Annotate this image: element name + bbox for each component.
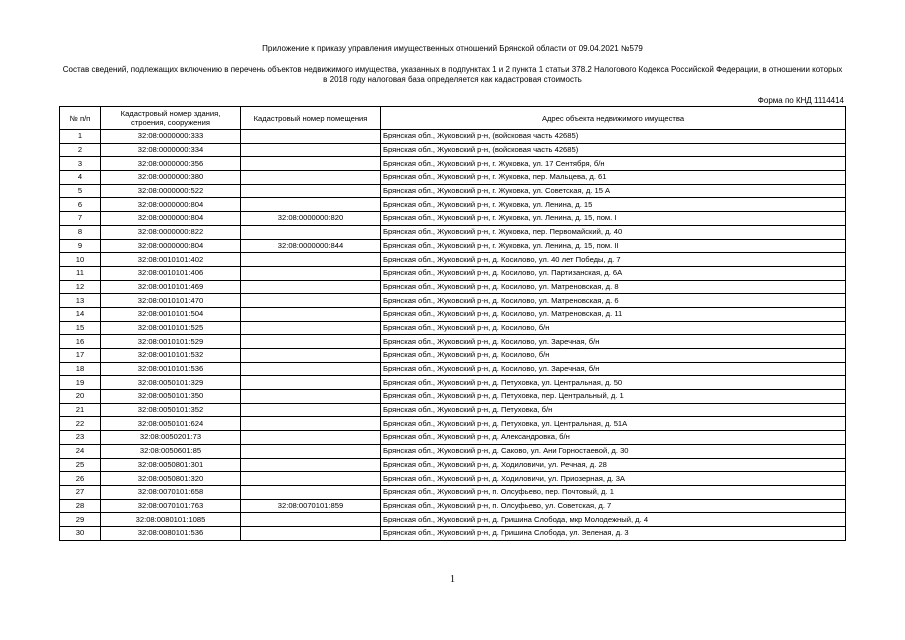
room-cadastral-cell bbox=[241, 321, 381, 335]
room-cadastral-cell bbox=[241, 513, 381, 527]
room-cadastral-cell bbox=[241, 472, 381, 486]
table-row bbox=[60, 417, 846, 431]
row-number-cell: 13 bbox=[60, 294, 101, 308]
table-row bbox=[60, 198, 846, 212]
address-cell: Брянская обл., Жуковский р-н, г. Жуковка, ул. Ленина, д. 15 bbox=[381, 198, 846, 212]
address-cell: Брянская обл., Жуковский р-н, г. Жуковка, ул. Ленина, д. 15, пом. I bbox=[381, 212, 846, 226]
building-cadastral-cell: 32:08:0000000:334 bbox=[101, 143, 241, 157]
address-cell: Брянская обл., Жуковский р-н, (войсковая часть 42685) bbox=[381, 130, 846, 144]
table-row bbox=[60, 212, 846, 226]
address-cell: Брянская обл., Жуковский р-н, г. Жуковка, пер. Мальцева, д. 61 bbox=[381, 171, 846, 185]
document-description: Состав сведений, подлежащих включению в перечень объектов недвижимого имущества, указанных в подпунктах 1 и 2 пункта 1 статьи 378.2 Налогового Кодекса Российской Федерации, в отношении которых в 2018 году налоговая база определяется как кадастровая стоимость bbox=[62, 65, 843, 84]
building-cadastral-cell: 32:08:0000000:380 bbox=[101, 171, 241, 185]
address-cell: Брянская обл., Жуковский р-н, п. Олсуфьево, пер. Почтовый, д. 1 bbox=[381, 485, 846, 499]
table-row bbox=[60, 485, 846, 499]
address-cell: Брянская обл., Жуковский р-н, д. Косилово, ул. Партизанская, д. 6А bbox=[381, 266, 846, 280]
table-row bbox=[60, 472, 846, 486]
address-cell: Брянская обл., Жуковский р-н, г. Жуковка, ул. Советская, д. 15 А bbox=[381, 184, 846, 198]
header-room-cadastral: Кадастровый номер помещения bbox=[241, 107, 381, 130]
building-cadastral-cell: 32:08:0050101:350 bbox=[101, 390, 241, 404]
row-number-cell: 12 bbox=[60, 280, 101, 294]
room-cadastral-cell bbox=[241, 526, 381, 540]
row-number-cell: 14 bbox=[60, 307, 101, 321]
row-number-cell: 5 bbox=[60, 184, 101, 198]
table-row bbox=[60, 321, 846, 335]
table-row bbox=[60, 225, 846, 239]
building-cadastral-cell: 32:08:0000000:822 bbox=[101, 225, 241, 239]
table-row bbox=[60, 431, 846, 445]
table-row bbox=[60, 253, 846, 267]
building-cadastral-cell: 32:08:0070101:658 bbox=[101, 485, 241, 499]
table-row bbox=[60, 403, 846, 417]
table-header-row bbox=[60, 107, 846, 130]
address-cell: Брянская обл., Жуковский р-н, д. Косилово, ул. 40 лет Победы, д. 7 bbox=[381, 253, 846, 267]
row-number-cell: 7 bbox=[60, 212, 101, 226]
row-number-cell: 22 bbox=[60, 417, 101, 431]
row-number-cell: 26 bbox=[60, 472, 101, 486]
building-cadastral-cell: 32:08:0050101:329 bbox=[101, 376, 241, 390]
page-number: 1 bbox=[450, 574, 455, 585]
building-cadastral-cell: 32:08:0050601:85 bbox=[101, 444, 241, 458]
table-row bbox=[60, 157, 846, 171]
row-number-cell: 23 bbox=[60, 431, 101, 445]
room-cadastral-cell bbox=[241, 266, 381, 280]
row-number-cell: 18 bbox=[60, 362, 101, 376]
table-row bbox=[60, 239, 846, 253]
building-cadastral-cell: 32:08:0050101:352 bbox=[101, 403, 241, 417]
table-row bbox=[60, 390, 846, 404]
header-num: № п/п bbox=[60, 107, 101, 130]
form-code-label: Форма по КНД 1114414 bbox=[757, 96, 844, 105]
property-table bbox=[59, 106, 846, 541]
row-number-cell: 4 bbox=[60, 171, 101, 185]
room-cadastral-cell bbox=[241, 171, 381, 185]
address-cell: Брянская обл., Жуковский р-н, д. Гришина Слобода, ул. Зеленая, д. 3 bbox=[381, 526, 846, 540]
row-number-cell: 17 bbox=[60, 349, 101, 363]
table-row bbox=[60, 294, 846, 308]
table-row bbox=[60, 171, 846, 185]
room-cadastral-cell bbox=[241, 130, 381, 144]
row-number-cell: 6 bbox=[60, 198, 101, 212]
address-cell: Брянская обл., Жуковский р-н, д. Александровка, б/н bbox=[381, 431, 846, 445]
table-row bbox=[60, 335, 846, 349]
building-cadastral-cell: 32:08:0000000:804 bbox=[101, 212, 241, 226]
row-number-cell: 25 bbox=[60, 458, 101, 472]
room-cadastral-cell bbox=[241, 349, 381, 363]
row-number-cell: 15 bbox=[60, 321, 101, 335]
building-cadastral-cell: 32:08:0010101:525 bbox=[101, 321, 241, 335]
room-cadastral-cell bbox=[241, 444, 381, 458]
room-cadastral-cell bbox=[241, 458, 381, 472]
table-row bbox=[60, 458, 846, 472]
address-cell: Брянская обл., Жуковский р-н, д. Петуховка, б/н bbox=[381, 403, 846, 417]
address-cell: Брянская обл., Жуковский р-н, д. Петуховка, пер. Центральный, д. 1 bbox=[381, 390, 846, 404]
row-number-cell: 1 bbox=[60, 130, 101, 144]
building-cadastral-cell: 32:08:0010101:402 bbox=[101, 253, 241, 267]
table-body bbox=[60, 130, 846, 541]
room-cadastral-cell bbox=[241, 157, 381, 171]
row-number-cell: 9 bbox=[60, 239, 101, 253]
table-row bbox=[60, 349, 846, 363]
room-cadastral-cell bbox=[241, 485, 381, 499]
address-cell: Брянская обл., Жуковский р-н, (войсковая часть 42685) bbox=[381, 143, 846, 157]
table-row bbox=[60, 184, 846, 198]
building-cadastral-cell: 32:08:0010101:470 bbox=[101, 294, 241, 308]
table-row bbox=[60, 526, 846, 540]
room-cadastral-cell: 32:08:0000000:820 bbox=[241, 212, 381, 226]
table-row bbox=[60, 280, 846, 294]
row-number-cell: 29 bbox=[60, 513, 101, 527]
building-cadastral-cell: 32:08:0000000:333 bbox=[101, 130, 241, 144]
building-cadastral-cell: 32:08:0050101:624 bbox=[101, 417, 241, 431]
room-cadastral-cell bbox=[241, 335, 381, 349]
room-cadastral-cell bbox=[241, 294, 381, 308]
table-row bbox=[60, 444, 846, 458]
address-cell: Брянская обл., Жуковский р-н, д. Косилово, ул. Матреновская, д. 6 bbox=[381, 294, 846, 308]
room-cadastral-cell: 32:08:0000000:844 bbox=[241, 239, 381, 253]
room-cadastral-cell bbox=[241, 417, 381, 431]
row-number-cell: 10 bbox=[60, 253, 101, 267]
row-number-cell: 27 bbox=[60, 485, 101, 499]
building-cadastral-cell: 32:08:0010101:469 bbox=[101, 280, 241, 294]
building-cadastral-cell: 32:08:0000000:804 bbox=[101, 198, 241, 212]
building-cadastral-cell: 32:08:0000000:804 bbox=[101, 239, 241, 253]
row-number-cell: 20 bbox=[60, 390, 101, 404]
row-number-cell: 8 bbox=[60, 225, 101, 239]
address-cell: Брянская обл., Жуковский р-н, д. Косилово, ул. Заречная, б/н bbox=[381, 335, 846, 349]
address-cell: Брянская обл., Жуковский р-н, д. Петуховка, ул. Центральная, д. 51А bbox=[381, 417, 846, 431]
building-cadastral-cell: 32:08:0000000:356 bbox=[101, 157, 241, 171]
room-cadastral-cell bbox=[241, 431, 381, 445]
address-cell: Брянская обл., Жуковский р-н, д. Ходиловичи, ул. Речная, д. 28 bbox=[381, 458, 846, 472]
address-cell: Брянская обл., Жуковский р-н, д. Косилово, ул. Матреновская, д. 11 bbox=[381, 307, 846, 321]
building-cadastral-cell: 32:08:0010101:536 bbox=[101, 362, 241, 376]
building-cadastral-cell: 32:08:0050201:73 bbox=[101, 431, 241, 445]
address-cell: Брянская обл., Жуковский р-н, г. Жуковка, ул. 17 Сентября, б/н bbox=[381, 157, 846, 171]
building-cadastral-cell: 32:08:0050801:320 bbox=[101, 472, 241, 486]
room-cadastral-cell bbox=[241, 280, 381, 294]
row-number-cell: 30 bbox=[60, 526, 101, 540]
building-cadastral-cell: 32:08:0070101:763 bbox=[101, 499, 241, 513]
room-cadastral-cell: 32:08:0070101:859 bbox=[241, 499, 381, 513]
table-row bbox=[60, 130, 846, 144]
table-row bbox=[60, 513, 846, 527]
building-cadastral-cell: 32:08:0080101:1085 bbox=[101, 513, 241, 527]
address-cell: Брянская обл., Жуковский р-н, д. Косилово, ул. Заречная, б/н bbox=[381, 362, 846, 376]
row-number-cell: 24 bbox=[60, 444, 101, 458]
address-cell: Брянская обл., Жуковский р-н, д. Петуховка, ул. Центральная, д. 50 bbox=[381, 376, 846, 390]
building-cadastral-cell: 32:08:0050801:301 bbox=[101, 458, 241, 472]
row-number-cell: 28 bbox=[60, 499, 101, 513]
room-cadastral-cell bbox=[241, 184, 381, 198]
room-cadastral-cell bbox=[241, 143, 381, 157]
header-building-cadastral: Кадастровый номер здания, строения, сооружения bbox=[101, 107, 241, 130]
room-cadastral-cell bbox=[241, 403, 381, 417]
row-number-cell: 2 bbox=[60, 143, 101, 157]
address-cell: Брянская обл., Жуковский р-н, д. Косилово, б/н bbox=[381, 321, 846, 335]
room-cadastral-cell bbox=[241, 253, 381, 267]
address-cell: Брянская обл., Жуковский р-н, г. Жуковка, пер. Первомайский, д. 40 bbox=[381, 225, 846, 239]
document-annex-title: Приложение к приказу управления имущественных отношений Брянской области от 09.04.2021 №579 bbox=[262, 44, 643, 53]
table-row bbox=[60, 362, 846, 376]
table-row bbox=[60, 499, 846, 513]
address-cell: Брянская обл., Жуковский р-н, д. Косилово, ул. Матреновская, д. 8 bbox=[381, 280, 846, 294]
building-cadastral-cell: 32:08:0000000:522 bbox=[101, 184, 241, 198]
table-row bbox=[60, 143, 846, 157]
room-cadastral-cell bbox=[241, 376, 381, 390]
room-cadastral-cell bbox=[241, 198, 381, 212]
address-cell: Брянская обл., Жуковский р-н, г. Жуковка, ул. Ленина, д. 15, пом. II bbox=[381, 239, 846, 253]
building-cadastral-cell: 32:08:0010101:504 bbox=[101, 307, 241, 321]
room-cadastral-cell bbox=[241, 362, 381, 376]
row-number-cell: 3 bbox=[60, 157, 101, 171]
row-number-cell: 21 bbox=[60, 403, 101, 417]
room-cadastral-cell bbox=[241, 390, 381, 404]
room-cadastral-cell bbox=[241, 307, 381, 321]
table-row bbox=[60, 376, 846, 390]
row-number-cell: 11 bbox=[60, 266, 101, 280]
building-cadastral-cell: 32:08:0010101:529 bbox=[101, 335, 241, 349]
address-cell: Брянская обл., Жуковский р-н, д. Гришина Слобода, мкр Молодежный, д. 4 bbox=[381, 513, 846, 527]
address-cell: Брянская обл., Жуковский р-н, д. Саково, ул. Ани Горностаевой, д. 30 bbox=[381, 444, 846, 458]
row-number-cell: 19 bbox=[60, 376, 101, 390]
row-number-cell: 16 bbox=[60, 335, 101, 349]
table-row bbox=[60, 307, 846, 321]
room-cadastral-cell bbox=[241, 225, 381, 239]
table-row bbox=[60, 266, 846, 280]
header-address: Адрес объекта недвижимого имущества bbox=[381, 107, 846, 130]
address-cell: Брянская обл., Жуковский р-н, д. Ходиловичи, ул. Приозерная, д. 3А bbox=[381, 472, 846, 486]
building-cadastral-cell: 32:08:0080101:536 bbox=[101, 526, 241, 540]
building-cadastral-cell: 32:08:0010101:532 bbox=[101, 349, 241, 363]
address-cell: Брянская обл., Жуковский р-н, д. Косилово, б/н bbox=[381, 349, 846, 363]
building-cadastral-cell: 32:08:0010101:406 bbox=[101, 266, 241, 280]
address-cell: Брянская обл., Жуковский р-н, п. Олсуфьево, ул. Советская, д. 7 bbox=[381, 499, 846, 513]
